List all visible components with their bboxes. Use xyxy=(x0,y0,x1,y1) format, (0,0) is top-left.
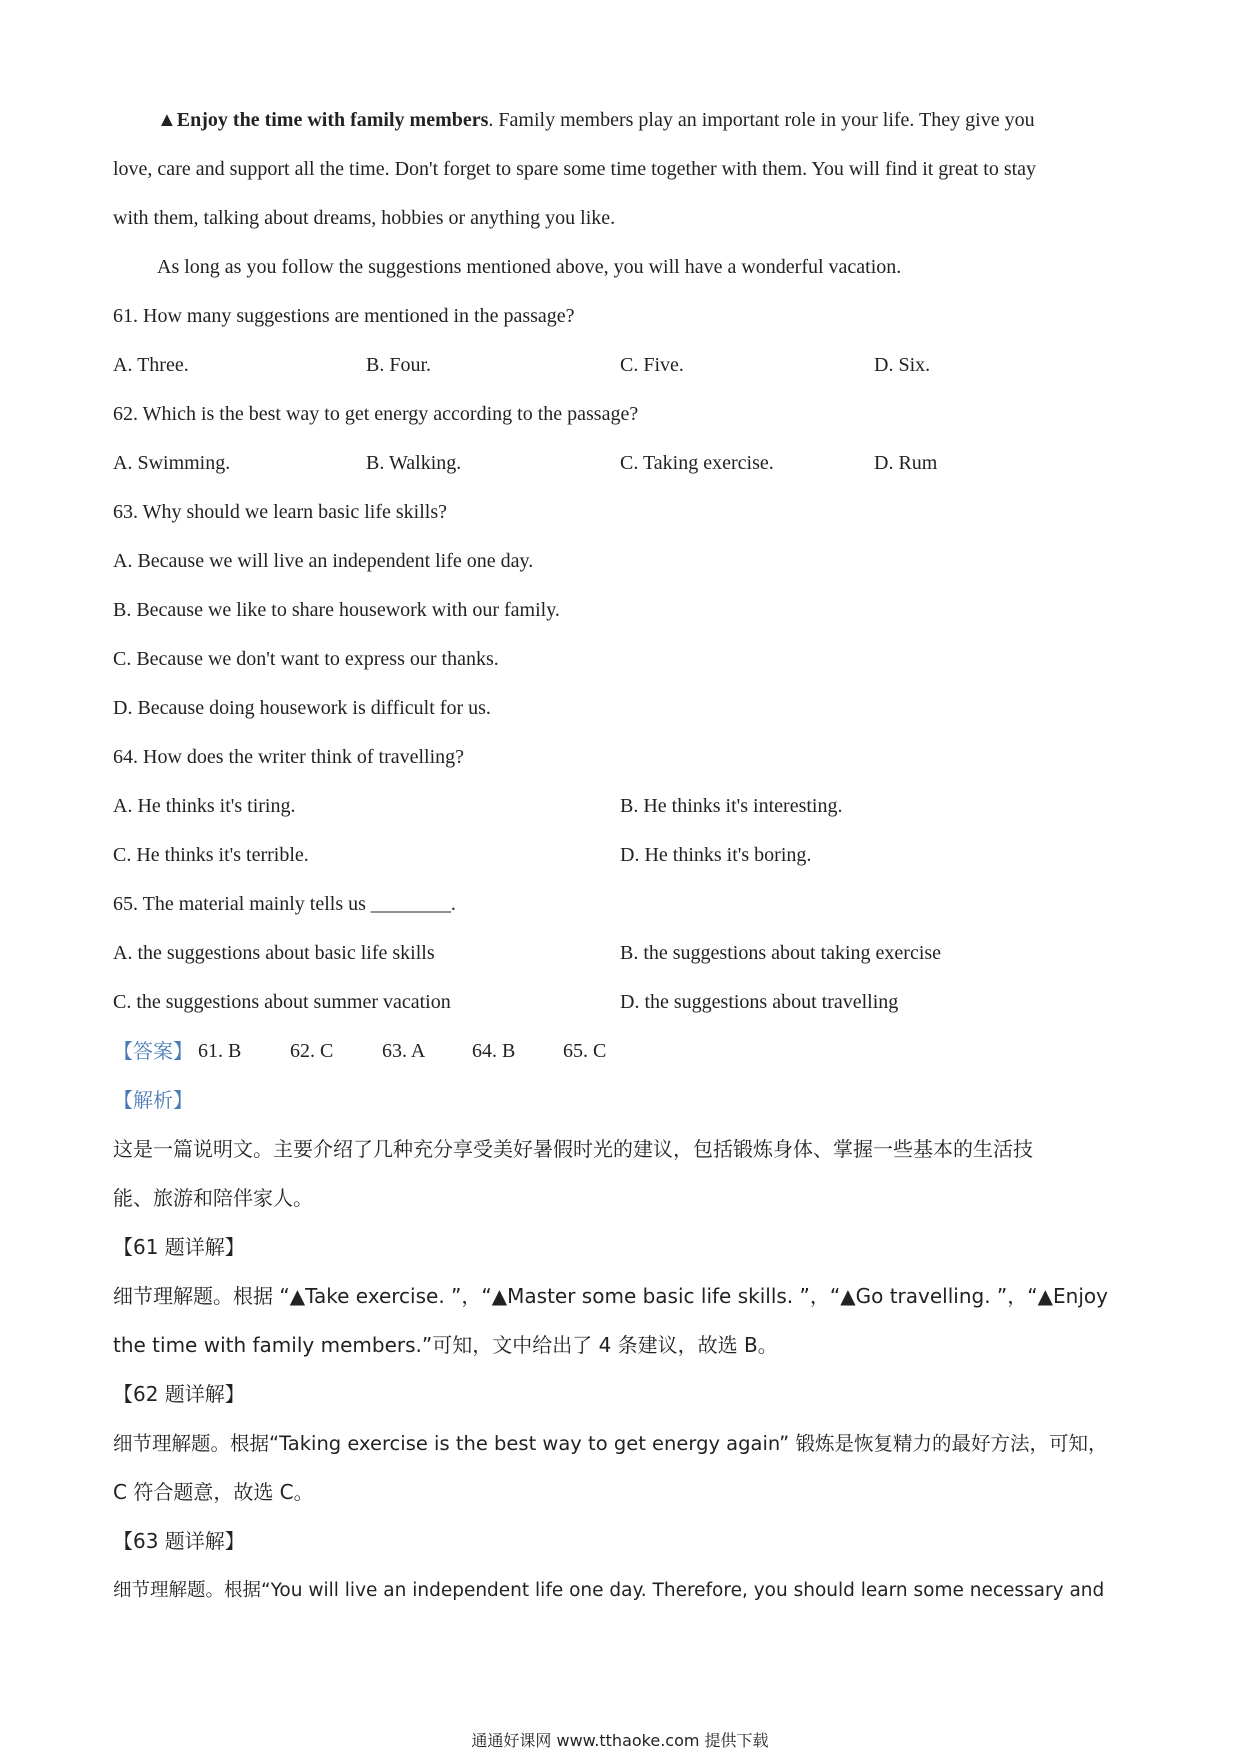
answer-item: 62. C xyxy=(290,1040,334,1062)
question-62-option-a: A. Swimming. xyxy=(113,452,231,474)
answer-item: 65. C xyxy=(563,1040,607,1062)
question-63-option-d: D. Because doing housework is difficult for us. xyxy=(113,697,491,719)
question-64-option-d: D. He thinks it's boring. xyxy=(620,844,812,866)
question-62-option-d: D. Rum xyxy=(874,452,938,474)
detail-63-line: 细节理解题。根据“You will live an independent life one day. Therefore, you should learn some necessary and xyxy=(113,1580,1105,1601)
question-62-option-c: C. Taking exercise. xyxy=(620,452,774,474)
passage-paragraph-1 xyxy=(157,96,1172,145)
question-65-stem: 65. The material mainly tells us ________. xyxy=(113,893,456,915)
question-65-option-a: A. the suggestions about basic life skills xyxy=(113,942,435,964)
question-62-stem: 62. Which is the best way to get energy according to the passage? xyxy=(113,403,639,425)
analysis-summary-line: 这是一篇说明文。主要介绍了几种充分享受美好暑假时光的建议，包括锻炼身体、掌握一些基本的生活技 xyxy=(113,1137,1033,1161)
detail-62-line: 细节理解题。根据“Taking exercise is the best way to get energy again” 锻炼是恢复精力的最好方法，可知， xyxy=(113,1432,1108,1455)
question-61-option-a: A. Three. xyxy=(113,354,189,376)
analysis-label: 【解析】 xyxy=(113,1088,193,1112)
question-61-stem: 61. How many suggestions are mentioned in the passage? xyxy=(113,305,575,327)
question-62-option-b: B. Walking. xyxy=(366,452,462,474)
detail-61-line: 细节理解题。根据 “▲Take exercise. ”，“▲Master some basic life skills. ”，“▲Go travelling. ”，“▲Enjoy xyxy=(113,1284,1108,1308)
passage-heading: ▲Enjoy the time with family members xyxy=(157,109,489,131)
detail-62-line: C 符合题意，故选 C。 xyxy=(113,1480,314,1504)
question-63-stem: 63. Why should we learn basic life skills? xyxy=(113,501,448,523)
question-64-stem: 64. How does the writer think of travelling? xyxy=(113,746,465,768)
question-63-option-c: C. Because we don't want to express our thanks. xyxy=(113,648,499,670)
answer-item: 61. B xyxy=(198,1040,242,1062)
answer-item: 63. A xyxy=(382,1040,426,1062)
question-65-option-c: C. the suggestions about summer vacation xyxy=(113,991,451,1013)
detail-61-line: the time with family members.”可知，文中给出了 4 条建议，故选 B。 xyxy=(113,1333,778,1357)
answer-item: 64. B xyxy=(472,1040,516,1062)
question-64-option-a: A. He thinks it's tiring. xyxy=(113,795,296,817)
passage-paragraph-2: As long as you follow the suggestions mentioned above, you will have a wonderful vacation. xyxy=(157,256,902,278)
question-65-option-d: D. the suggestions about travelling xyxy=(620,991,899,1013)
question-61-option-b: B. Four. xyxy=(366,354,432,376)
question-64-option-c: C. He thinks it's terrible. xyxy=(113,844,309,866)
passage-line: love, care and support all the time. Don't forget to spare some time together with them. You will find it great to stay xyxy=(113,158,1037,180)
detail-63-title: 【63 题详解】 xyxy=(113,1529,245,1553)
detail-62-title: 【62 题详解】 xyxy=(113,1382,245,1406)
question-65-option-b: B. the suggestions about taking exercise xyxy=(620,942,942,964)
passage-text: . Family members play an important role in your life. They give you xyxy=(488,109,1035,131)
question-63-option-b: B. Because we like to share housework with our family. xyxy=(113,599,560,621)
question-63-option-a: A. Because we will live an independent life one day. xyxy=(113,550,534,572)
question-61-option-c: C. Five. xyxy=(620,354,684,376)
question-61-option-d: D. Six. xyxy=(874,354,931,376)
analysis-summary-line: 能、旅游和陪伴家人。 xyxy=(113,1186,313,1210)
passage-line: with them, talking about dreams, hobbies or anything you like. xyxy=(113,207,616,229)
detail-61-title: 【61 题详解】 xyxy=(113,1235,245,1259)
page-footer: 通通好课网 www.tthaoke.com 提供下载 xyxy=(471,1731,769,1750)
answer-label: 【答案】 xyxy=(113,1039,193,1063)
question-64-option-b: B. He thinks it's interesting. xyxy=(620,795,843,817)
